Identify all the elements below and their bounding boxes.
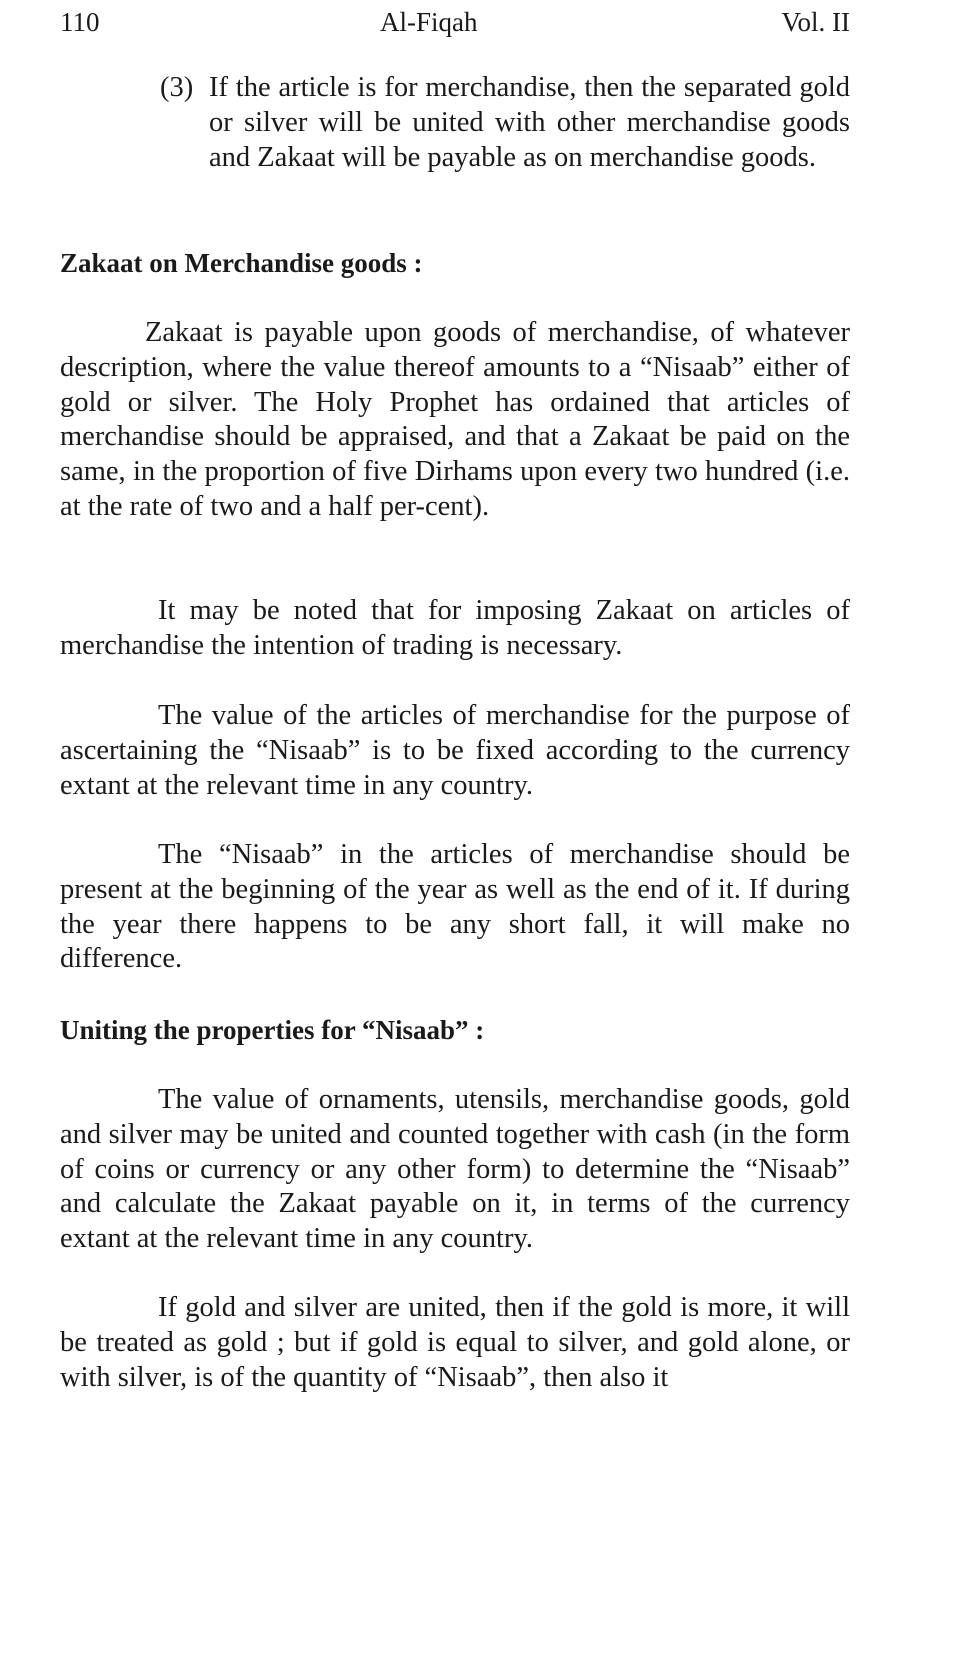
section-heading-uniting: Uniting the properties for “Nisaab” : — [60, 1015, 485, 1045]
numbered-item-3 — [160, 71, 850, 175]
running-header — [60, 2, 850, 42]
item-text: If the article is for merchandise, then the separated gold or silver will be united with other merchandise goods and Zakaat will be payable as on merchandise goods. — [209, 72, 850, 173]
paragraph: The “Nisaab” in the articles of merchandise should be present at the beginning of the year as well as the end of it. If during the year there happens to be any short fall, it will make no difference. — [60, 839, 850, 975]
paragraph: If gold and silver are united, then if the gold is more, it will be treated as gold ; but if gold is equal to silver, and gold alone, or with silver, is of the quantity of “Nisaab”, then also it — [60, 1292, 850, 1393]
volume-label: Vol. II — [781, 7, 850, 37]
page-number: 110 — [60, 7, 100, 37]
paragraph: The value of the articles of merchandise for the purpose of ascertaining the “Nisaab” is to be fixed according to the currency extant at the relevant time in any country. — [60, 700, 850, 801]
section-heading-merchandise: Zakaat on Merchandise goods : — [60, 248, 423, 278]
paragraph: Zakaat is payable upon goods of merchandise, of whatever description, where the value thereof amounts to a “Nisaab” either of gold or silver. The Holy Prophet has ordained that articles of merchandise should be appraised, and that a Zakaat be paid on the same, in the proportion of five Dirhams upon every two hundred (i.e. at the rate of two and a half per-cent). — [60, 317, 850, 522]
book-title: Al-Fiqah — [380, 7, 478, 37]
item-number: (3) — [160, 72, 194, 103]
paragraph: The value of ornaments, utensils, merchandise goods, gold and silver may be united and counted together with cash (in the form of coins or currency or any other form) to determine the “Nisaab” and calculate the Zakaat payable on it, in terms of the currency extant at the relevant time in any country. — [60, 1084, 850, 1255]
paragraph: It may be noted that for imposing Zakaat on articles of merchandise the intention of trading is necessary. — [60, 595, 850, 661]
